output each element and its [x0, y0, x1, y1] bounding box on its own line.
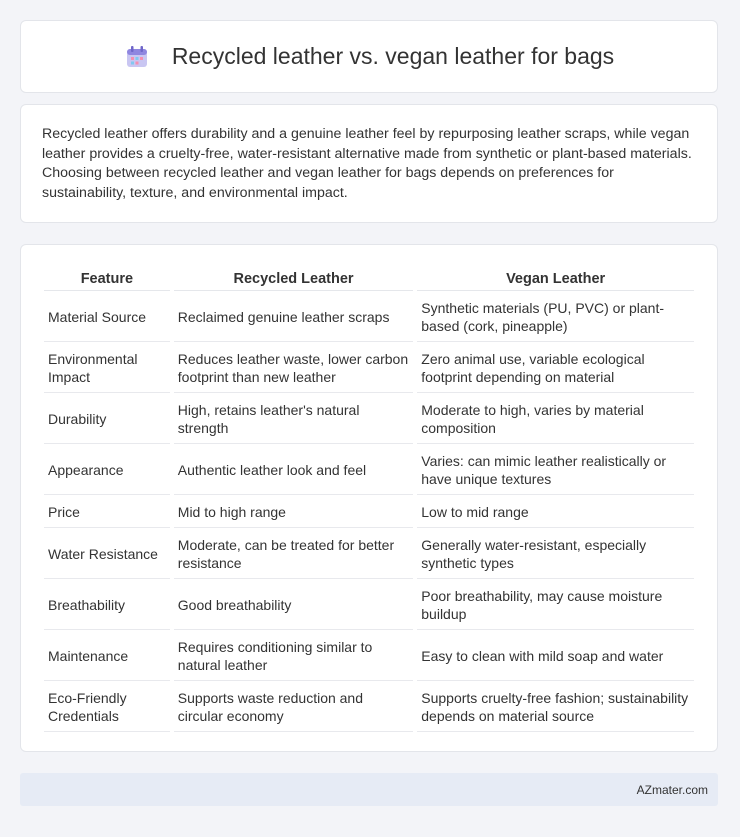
recycled-cell: Mid to high range — [174, 497, 413, 528]
table-row — [44, 683, 694, 732]
table-row — [44, 344, 694, 393]
feature-cell: Water Resistance — [44, 530, 170, 579]
vegan-cell: Generally water-resistant, especially synthetic types — [417, 530, 694, 579]
vegan-cell: Zero animal use, variable ecological footprint depending on material — [417, 344, 694, 393]
vegan-cell: Varies: can mimic leather realistically or have unique textures — [417, 446, 694, 495]
footer-brand[interactable]: AZmater.com — [636, 782, 708, 797]
comparison-table-card — [20, 244, 718, 752]
recycled-cell: Reduces leather waste, lower carbon footprint than new leather — [174, 344, 413, 393]
table-row — [44, 530, 694, 579]
table-row — [44, 395, 694, 444]
recycled-cell: Moderate, can be treated for better resistance — [174, 530, 413, 579]
table-row — [44, 581, 694, 630]
vegan-cell: Synthetic materials (PU, PVC) or plant-based (cork, pineapple) — [417, 293, 694, 342]
page-title: Recycled leather vs. vegan leather for bags — [171, 43, 615, 69]
feature-cell: Durability — [44, 395, 170, 444]
header-recycled-leather: Recycled Leather — [174, 267, 413, 291]
table-row — [44, 497, 694, 528]
vegan-cell: Poor breathability, may cause moisture buildup — [417, 581, 694, 630]
vegan-cell: Supports cruelty-free fashion; sustainability depends on material source — [417, 683, 694, 732]
header-feature: Feature — [44, 267, 170, 291]
recycled-cell: High, retains leather's natural strength — [174, 395, 413, 444]
table-row — [44, 632, 694, 681]
feature-cell: Breathability — [44, 581, 170, 630]
recycled-cell: Reclaimed genuine leather scraps — [174, 293, 413, 342]
feature-cell: Eco-Friendly Credentials — [44, 683, 170, 732]
recycled-cell: Supports waste reduction and circular economy — [174, 683, 413, 732]
recycled-cell: Requires conditioning similar to natural leather — [174, 632, 413, 681]
table-row — [44, 446, 694, 495]
feature-cell: Maintenance — [44, 632, 170, 681]
table-row — [44, 293, 694, 342]
feature-cell: Material Source — [44, 293, 170, 342]
comparison-table — [40, 265, 698, 734]
header-vegan-leather: Vegan Leather — [417, 267, 694, 291]
vegan-cell: Moderate to high, varies by material composition — [417, 395, 694, 444]
intro-text: Recycled leather offers durability and a genuine leather feel by repurposing leather scraps, while vegan leather provides a cruelty-free, water-resistant alternative made from synthetic or plant-based materials. Choosing between recycled leather and vegan leather for bags depends on preferences for sustainability, texture, and environmental impact. — [42, 126, 692, 201]
recycled-cell: Good breathability — [174, 581, 413, 630]
vegan-cell: Easy to clean with mild soap and water — [417, 632, 694, 681]
calendar-icon — [124, 44, 150, 70]
recycled-cell: Authentic leather look and feel — [174, 446, 413, 495]
feature-cell: Environmental Impact — [44, 344, 170, 393]
title-card — [20, 20, 718, 93]
table-header-row — [44, 267, 694, 291]
feature-cell: Price — [44, 497, 170, 528]
vegan-cell: Low to mid range — [417, 497, 694, 528]
intro-card — [20, 104, 718, 223]
feature-cell: Appearance — [44, 446, 170, 495]
footer — [20, 773, 718, 806]
